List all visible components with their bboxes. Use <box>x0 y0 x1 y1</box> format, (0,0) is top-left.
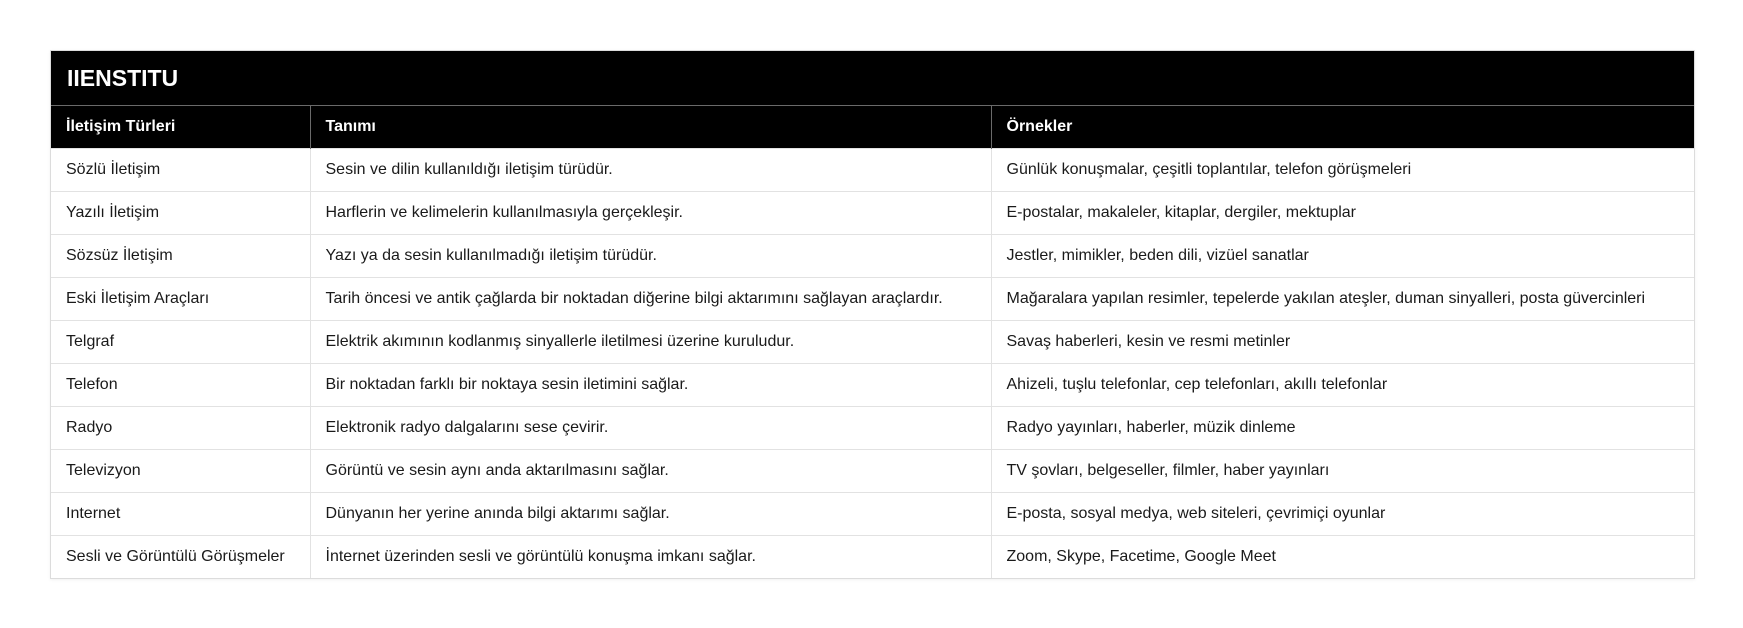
cell-definition: Yazı ya da sesin kullanılmadığı iletişim türüdür. <box>310 235 991 278</box>
cell-examples: E-posta, sosyal medya, web siteleri, çevrimiçi oyunlar <box>991 493 1694 536</box>
table-header <box>51 106 1694 149</box>
cell-definition: Dünyanın her yerine anında bilgi aktarımı sağlar. <box>310 493 991 536</box>
cell-examples: Ahizeli, tuşlu telefonlar, cep telefonları, akıllı telefonlar <box>991 364 1694 407</box>
table-body <box>51 149 1694 579</box>
cell-type: Televizyon <box>51 450 310 493</box>
cell-examples: Günlük konuşmalar, çeşitli toplantılar, telefon görüşmeleri <box>991 149 1694 192</box>
table-row <box>51 278 1694 321</box>
table-row <box>51 536 1694 579</box>
cell-type: Sözlü İletişim <box>51 149 310 192</box>
header-cell-examples: Örnekler <box>991 106 1694 149</box>
cell-type: Eski İletişim Araçları <box>51 278 310 321</box>
cell-definition: Elektronik radyo dalgalarını sese çevirir. <box>310 407 991 450</box>
header-cell-definition: Tanımı <box>310 106 991 149</box>
cell-definition: İnternet üzerinden sesli ve görüntülü konuşma imkanı sağlar. <box>310 536 991 579</box>
table-row <box>51 149 1694 192</box>
header-row <box>51 106 1694 149</box>
cell-definition: Bir noktadan farklı bir noktaya sesin iletimini sağlar. <box>310 364 991 407</box>
table-row <box>51 235 1694 278</box>
cell-type: Sesli ve Görüntülü Görüşmeler <box>51 536 310 579</box>
cell-type: Yazılı İletişim <box>51 192 310 235</box>
cell-definition: Sesin ve dilin kullanıldığı iletişim türüdür. <box>310 149 991 192</box>
cell-definition: Görüntü ve sesin aynı anda aktarılmasını sağlar. <box>310 450 991 493</box>
cell-definition: Elektrik akımının kodlanmış sinyallerle iletilmesi üzerine kuruludur. <box>310 321 991 364</box>
table-row <box>51 493 1694 536</box>
communication-types-table-card <box>50 50 1695 579</box>
table-row <box>51 321 1694 364</box>
table-row <box>51 407 1694 450</box>
table-row <box>51 450 1694 493</box>
cell-examples: Mağaralara yapılan resimler, tepelerde yakılan ateşler, duman sinyalleri, posta güvercinleri <box>991 278 1694 321</box>
cell-type: Radyo <box>51 407 310 450</box>
header-cell-types: İletişim Türleri <box>51 106 310 149</box>
cell-definition: Harflerin ve kelimelerin kullanılmasıyla gerçekleşir. <box>310 192 991 235</box>
cell-examples: Zoom, Skype, Facetime, Google Meet <box>991 536 1694 579</box>
cell-examples: Radyo yayınları, haberler, müzik dinleme <box>991 407 1694 450</box>
communication-types-table <box>51 106 1694 578</box>
table-row <box>51 192 1694 235</box>
cell-type: Telgraf <box>51 321 310 364</box>
cell-type: Internet <box>51 493 310 536</box>
brand-title: IIENSTITU <box>51 51 1694 106</box>
cell-type: Sözsüz İletişim <box>51 235 310 278</box>
cell-definition: Tarih öncesi ve antik çağlarda bir noktadan diğerine bilgi aktarımını sağlayan araçlardır. <box>310 278 991 321</box>
cell-examples: Jestler, mimikler, beden dili, vizüel sanatlar <box>991 235 1694 278</box>
cell-type: Telefon <box>51 364 310 407</box>
table-row <box>51 364 1694 407</box>
cell-examples: Savaş haberleri, kesin ve resmi metinler <box>991 321 1694 364</box>
cell-examples: E-postalar, makaleler, kitaplar, dergiler, mektuplar <box>991 192 1694 235</box>
cell-examples: TV şovları, belgeseller, filmler, haber yayınları <box>991 450 1694 493</box>
